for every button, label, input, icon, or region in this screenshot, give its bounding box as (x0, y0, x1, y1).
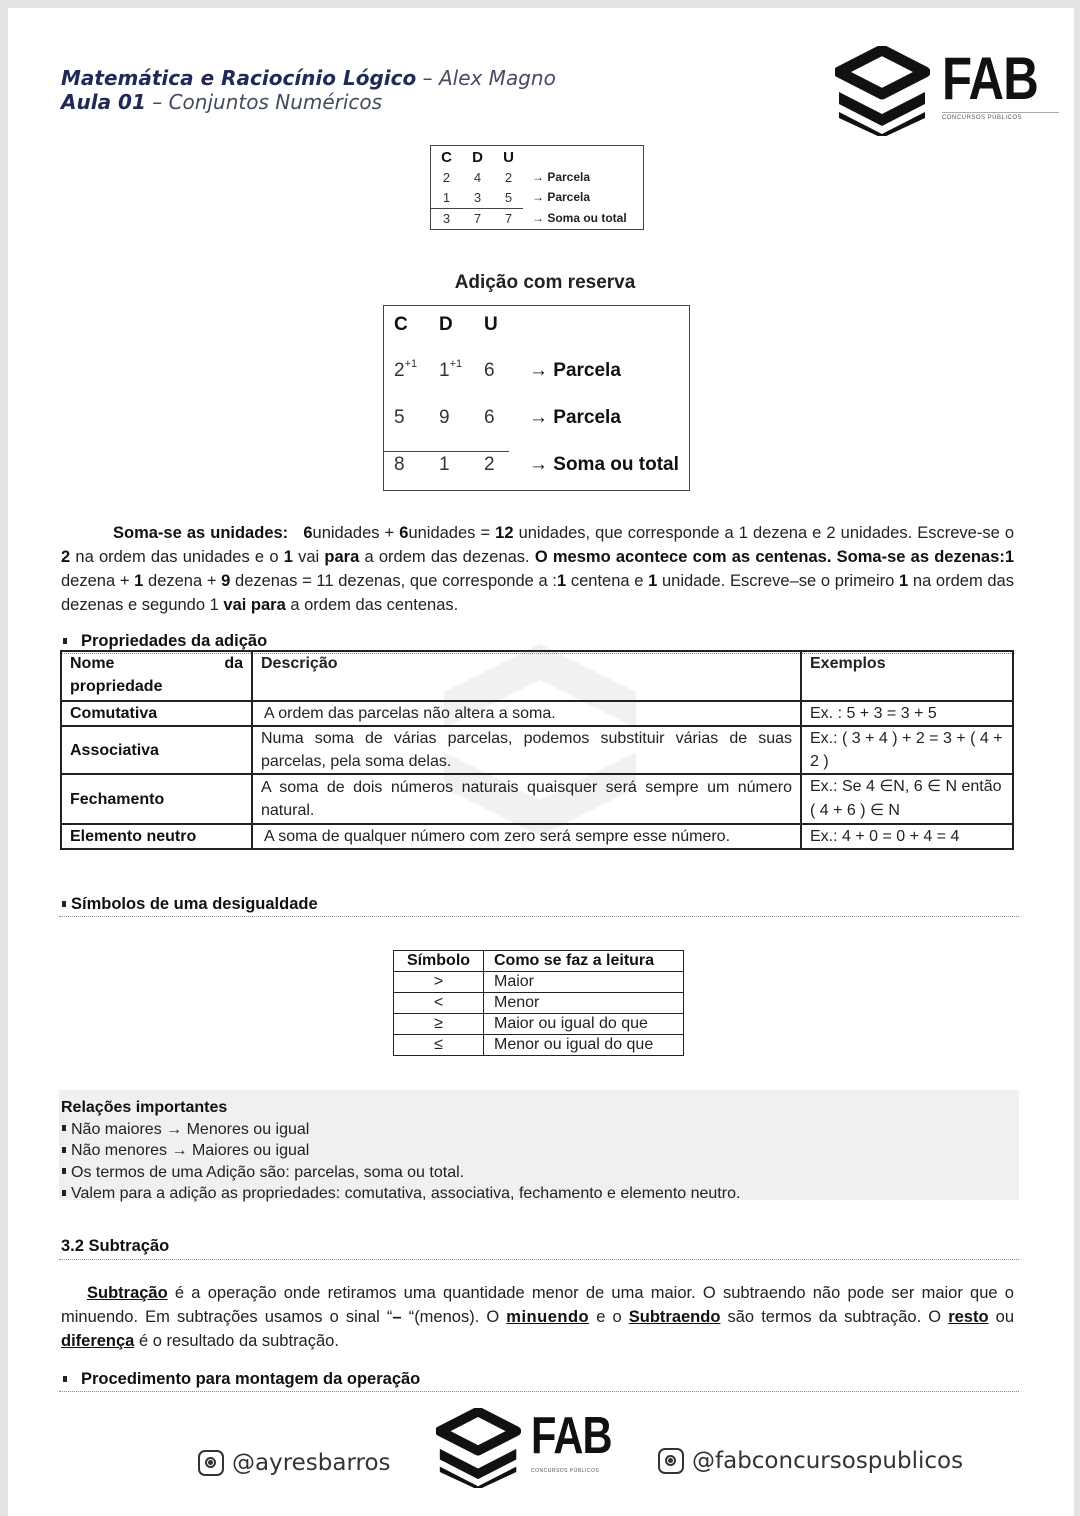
instagram-icon (658, 1448, 684, 1474)
list-item: Valem para a adição as propriedades: comutativa, associativa, fechamento e elemento neutro. (61, 1183, 1017, 1205)
table-row: > Maior (394, 972, 684, 993)
simple-addition-table: C D U 2 4 2 → Parcela 1 3 5 → Parcela 3 7 7 → Soma ou total (430, 145, 644, 230)
inequality-symbols-table (393, 950, 684, 1056)
stacked-layers-logo-icon (436, 1408, 521, 1488)
table-header-row: Nome da propriedade Descrição Exemplos (61, 651, 1013, 701)
reserve-addition-table: C D U $2^{+1}$ $1^{+1}$ 6 → Parcela 5 9 6 → Parcela 8 1 2 → Soma ou total (383, 305, 690, 491)
addition-row: 8 1 2 → Soma ou total (394, 454, 679, 475)
table-row: Comutativa A ordem das parcelas não altera a soma. Ex. : 5 + 3 = 3 + 5 (61, 701, 1013, 726)
table-row: < Menor (394, 993, 684, 1014)
section-divider (59, 1391, 1019, 1392)
lesson-title: Aula 01 – Conjuntos Numéricos (61, 90, 383, 114)
addition-row: $2^{+1}$ $1^{+1}$ 6 → Parcela (394, 358, 621, 381)
table-row: Fechamento A soma de dois números naturais quaisquer será sempre um número natural. Ex.: Se 4 ∈N, 6 ∈ N então ( 4 + 6 ) ∈ N (61, 774, 1013, 824)
logo-subtitle: CONCURSOS PÚBLICOS (942, 112, 1059, 121)
footer-fab-logo (436, 1408, 632, 1488)
procedure-section-title: Procedimento para montagem da operação (61, 1370, 420, 1389)
addition-row: 5 9 6 → Parcela (394, 407, 621, 428)
logo-text: FAB (942, 45, 1038, 112)
table-row: Elemento neutro A soma de qualquer número com zero será sempre esse número. Ex.: 4 + 0 = 0 + 4 = 4 (61, 824, 1013, 849)
table-row: ≤ Menor ou igual do que (394, 1035, 684, 1056)
table-row: Associativa Numa soma de várias parcelas, podemos substituir várias de suas parcelas, pela soma delas. Ex.: ( 3 + 4 ) + 2 = 3 + ( 4 + 2 ) (61, 726, 1013, 774)
subtraction-paragraph: Subtração é a operação onde retiramos uma quantidade menor de uma maior. O subtraendo não pode ser maior que o minuendo. Em subtrações usamos o sinal “– “(menos). O minuendo e o Subtraendo são termos da subtração. O resto ou diferença é o resultado da subtração. (61, 1284, 1015, 1350)
list-item: Não maiores → Menores ou igual (61, 1119, 1017, 1141)
section-divider (59, 1259, 1019, 1260)
important-relations-box (59, 1090, 1019, 1200)
logo-text: FAB (531, 1407, 612, 1465)
table-header-row: Símbolo Como se faz a leitura (394, 951, 684, 972)
table-row: ≥ Maior ou igual do que (394, 1014, 684, 1035)
properties-section-title: Propriedades da adição (61, 632, 267, 651)
list-item: Não menores → Maiores ou igual (61, 1140, 1017, 1162)
carry-mark: +1 (449, 358, 463, 370)
explanation-paragraph: Soma-se as unidades: 6unidades + 6unidades = 12 unidades, que corresponde a 1 dezena e 2 unidades. Escreve-se o 2 na ordem das unidades e o 1 vai para a ordem das dezenas. O mesmo acontece com as centenas. Soma-se as dezenas:1 dezena + 1 dezena + 9 dezenas = 11 dezenas, que corresponde a :1 centena e 1 unidade. Escreve–se o primeiro 1 na ordem das dezenas e segundo 1 vai para a ordem das centenas. (61, 524, 1015, 614)
instagram-icon (198, 1450, 224, 1476)
instagram-handle-left[interactable]: @ayresbarros (198, 1450, 391, 1476)
logo-subtitle: CONCURSOS PÚBLICOS (531, 1468, 600, 1474)
list-item: Os termos de uma Adição são: parcelas, soma ou total. (61, 1162, 1017, 1184)
addition-row: 3 7 7 → Soma ou total (442, 211, 627, 226)
sum-divider (431, 208, 523, 209)
fab-logo (835, 46, 1059, 136)
carry-mark: +1 (404, 358, 418, 370)
section-divider (59, 916, 1019, 917)
addition-row: 2 4 2 → Parcela (442, 170, 591, 185)
relations-title: Relações importantes (61, 1099, 228, 1116)
course-title: Matemática e Raciocínio Lógico – Alex Magno (61, 66, 556, 90)
addition-row: 1 3 5 → Parcela (442, 190, 591, 205)
stacked-layers-logo-icon (835, 46, 930, 136)
reserve-addition-title: Adição com reserva (454, 272, 636, 293)
instagram-handle-right[interactable]: @fabconcursospublicos (658, 1448, 963, 1474)
properties-table (60, 650, 1014, 850)
subtraction-section-title: 3.2 Subtração (61, 1237, 170, 1255)
sum-divider (384, 451, 509, 452)
inequality-section-title: Símbolos de uma desigualdade (61, 895, 318, 914)
